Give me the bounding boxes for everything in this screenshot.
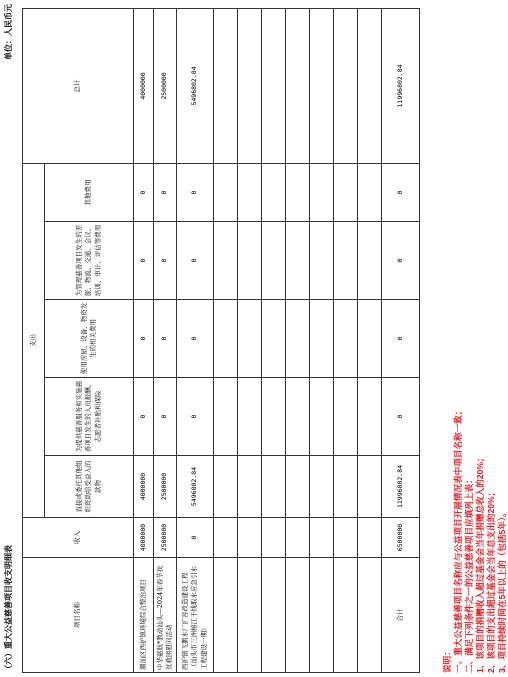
row-facility: 0 (177, 300, 214, 378)
note-line: 2、该项目的支出超过基金会当年总支出的20%； (486, 487, 496, 673)
row-facility: 0 (134, 300, 154, 378)
table-row (177, 8, 214, 672)
row-direct: 4000000 (134, 456, 154, 518)
total-direct: 11996802.84 (382, 456, 420, 518)
row-service: 0 (177, 378, 214, 456)
row-income: 0 (177, 518, 214, 558)
table-title: （六）重大公益慈善项目收支明细表 (4, 545, 13, 673)
total-other: 0 (382, 163, 420, 221)
row-project-name: 中华慈航*教动汕头—2024年春节扶贫救困慰问活动 (154, 558, 177, 673)
note-line: 一、重大公益慈善项目名称应与公益项目开展情况表中项目名称一致； (453, 406, 463, 673)
notes-section (442, 13, 508, 673)
total-facility: 0 (382, 300, 420, 378)
header-facility-cost: 使用房屋、设备、物资发生的相关费用 (45, 300, 134, 378)
row-direct: 2500000 (154, 456, 177, 518)
row-total: 2500000 (154, 8, 177, 163)
header-project-name: 项目名称 (23, 558, 134, 673)
row-service: 0 (134, 378, 154, 456)
header-expenditure: 支出 (23, 163, 45, 517)
header-other-cost: 其他费用 (45, 163, 134, 221)
header-total: 总计 (23, 8, 134, 163)
row-service: 0 (154, 378, 177, 456)
table-row (154, 8, 177, 672)
empty-row (358, 8, 382, 672)
total-service: 0 (382, 378, 420, 456)
row-project-name: 西护镇飞鹅水厂扩容改造建设工程（汕头市三洲榕江干线取水应急引水工程建设一期） (177, 558, 214, 673)
total-label: 合计 (382, 558, 420, 673)
row-management: 0 (134, 222, 154, 300)
row-other: 0 (154, 163, 177, 221)
header-service-cost: 为提供慈善服务和实施慈善项目发生的人员报酬、志愿者补贴和保险 (45, 378, 134, 456)
total-row (382, 8, 420, 672)
notes-heading: 说明： (442, 647, 452, 673)
empty-row (286, 8, 310, 672)
currency-unit: 单位：人民币元 (4, 4, 13, 60)
row-income: 2500000 (154, 518, 177, 558)
row-management: 0 (177, 222, 214, 300)
total-income: 6500000 (382, 518, 420, 558)
row-other: 0 (177, 163, 214, 221)
table-row (134, 8, 154, 672)
note-line: 3、项目持续时间在5年以上的（包括5年）。 (497, 508, 507, 673)
empty-row (310, 8, 334, 672)
header-direct-donation: 直接或委托其他组织资助给受益人的款物 (45, 456, 134, 518)
note-line: 1、该项目的捐赠收入超过基金会当年捐赠总收入的20%； (475, 453, 485, 673)
empty-row (214, 8, 238, 672)
expenditure-table (22, 8, 420, 673)
total-management: 0 (382, 222, 420, 300)
header-management-cost: 为管理慈善项目发生的差旅、物流、交通、会议、培训、审计、评估等费用 (45, 222, 134, 300)
row-direct: 5496802.84 (177, 456, 214, 518)
row-income: 4000000 (134, 518, 154, 558)
header-income: 收入 (23, 518, 134, 558)
row-management: 0 (154, 222, 177, 300)
total-total: 11996802.84 (382, 8, 420, 163)
empty-row (238, 8, 262, 672)
empty-row (334, 8, 358, 672)
empty-row (262, 8, 286, 672)
note-line: 二、满足下列条件之一的公益慈善项目应填列上表： (464, 475, 474, 673)
row-facility: 0 (154, 300, 177, 378)
row-project-name: 潮汕区西护镇环境综合整治项目 (134, 558, 154, 673)
row-total: 5496802.84 (177, 8, 214, 163)
row-total: 4000000 (134, 8, 154, 163)
row-other: 0 (134, 163, 154, 221)
